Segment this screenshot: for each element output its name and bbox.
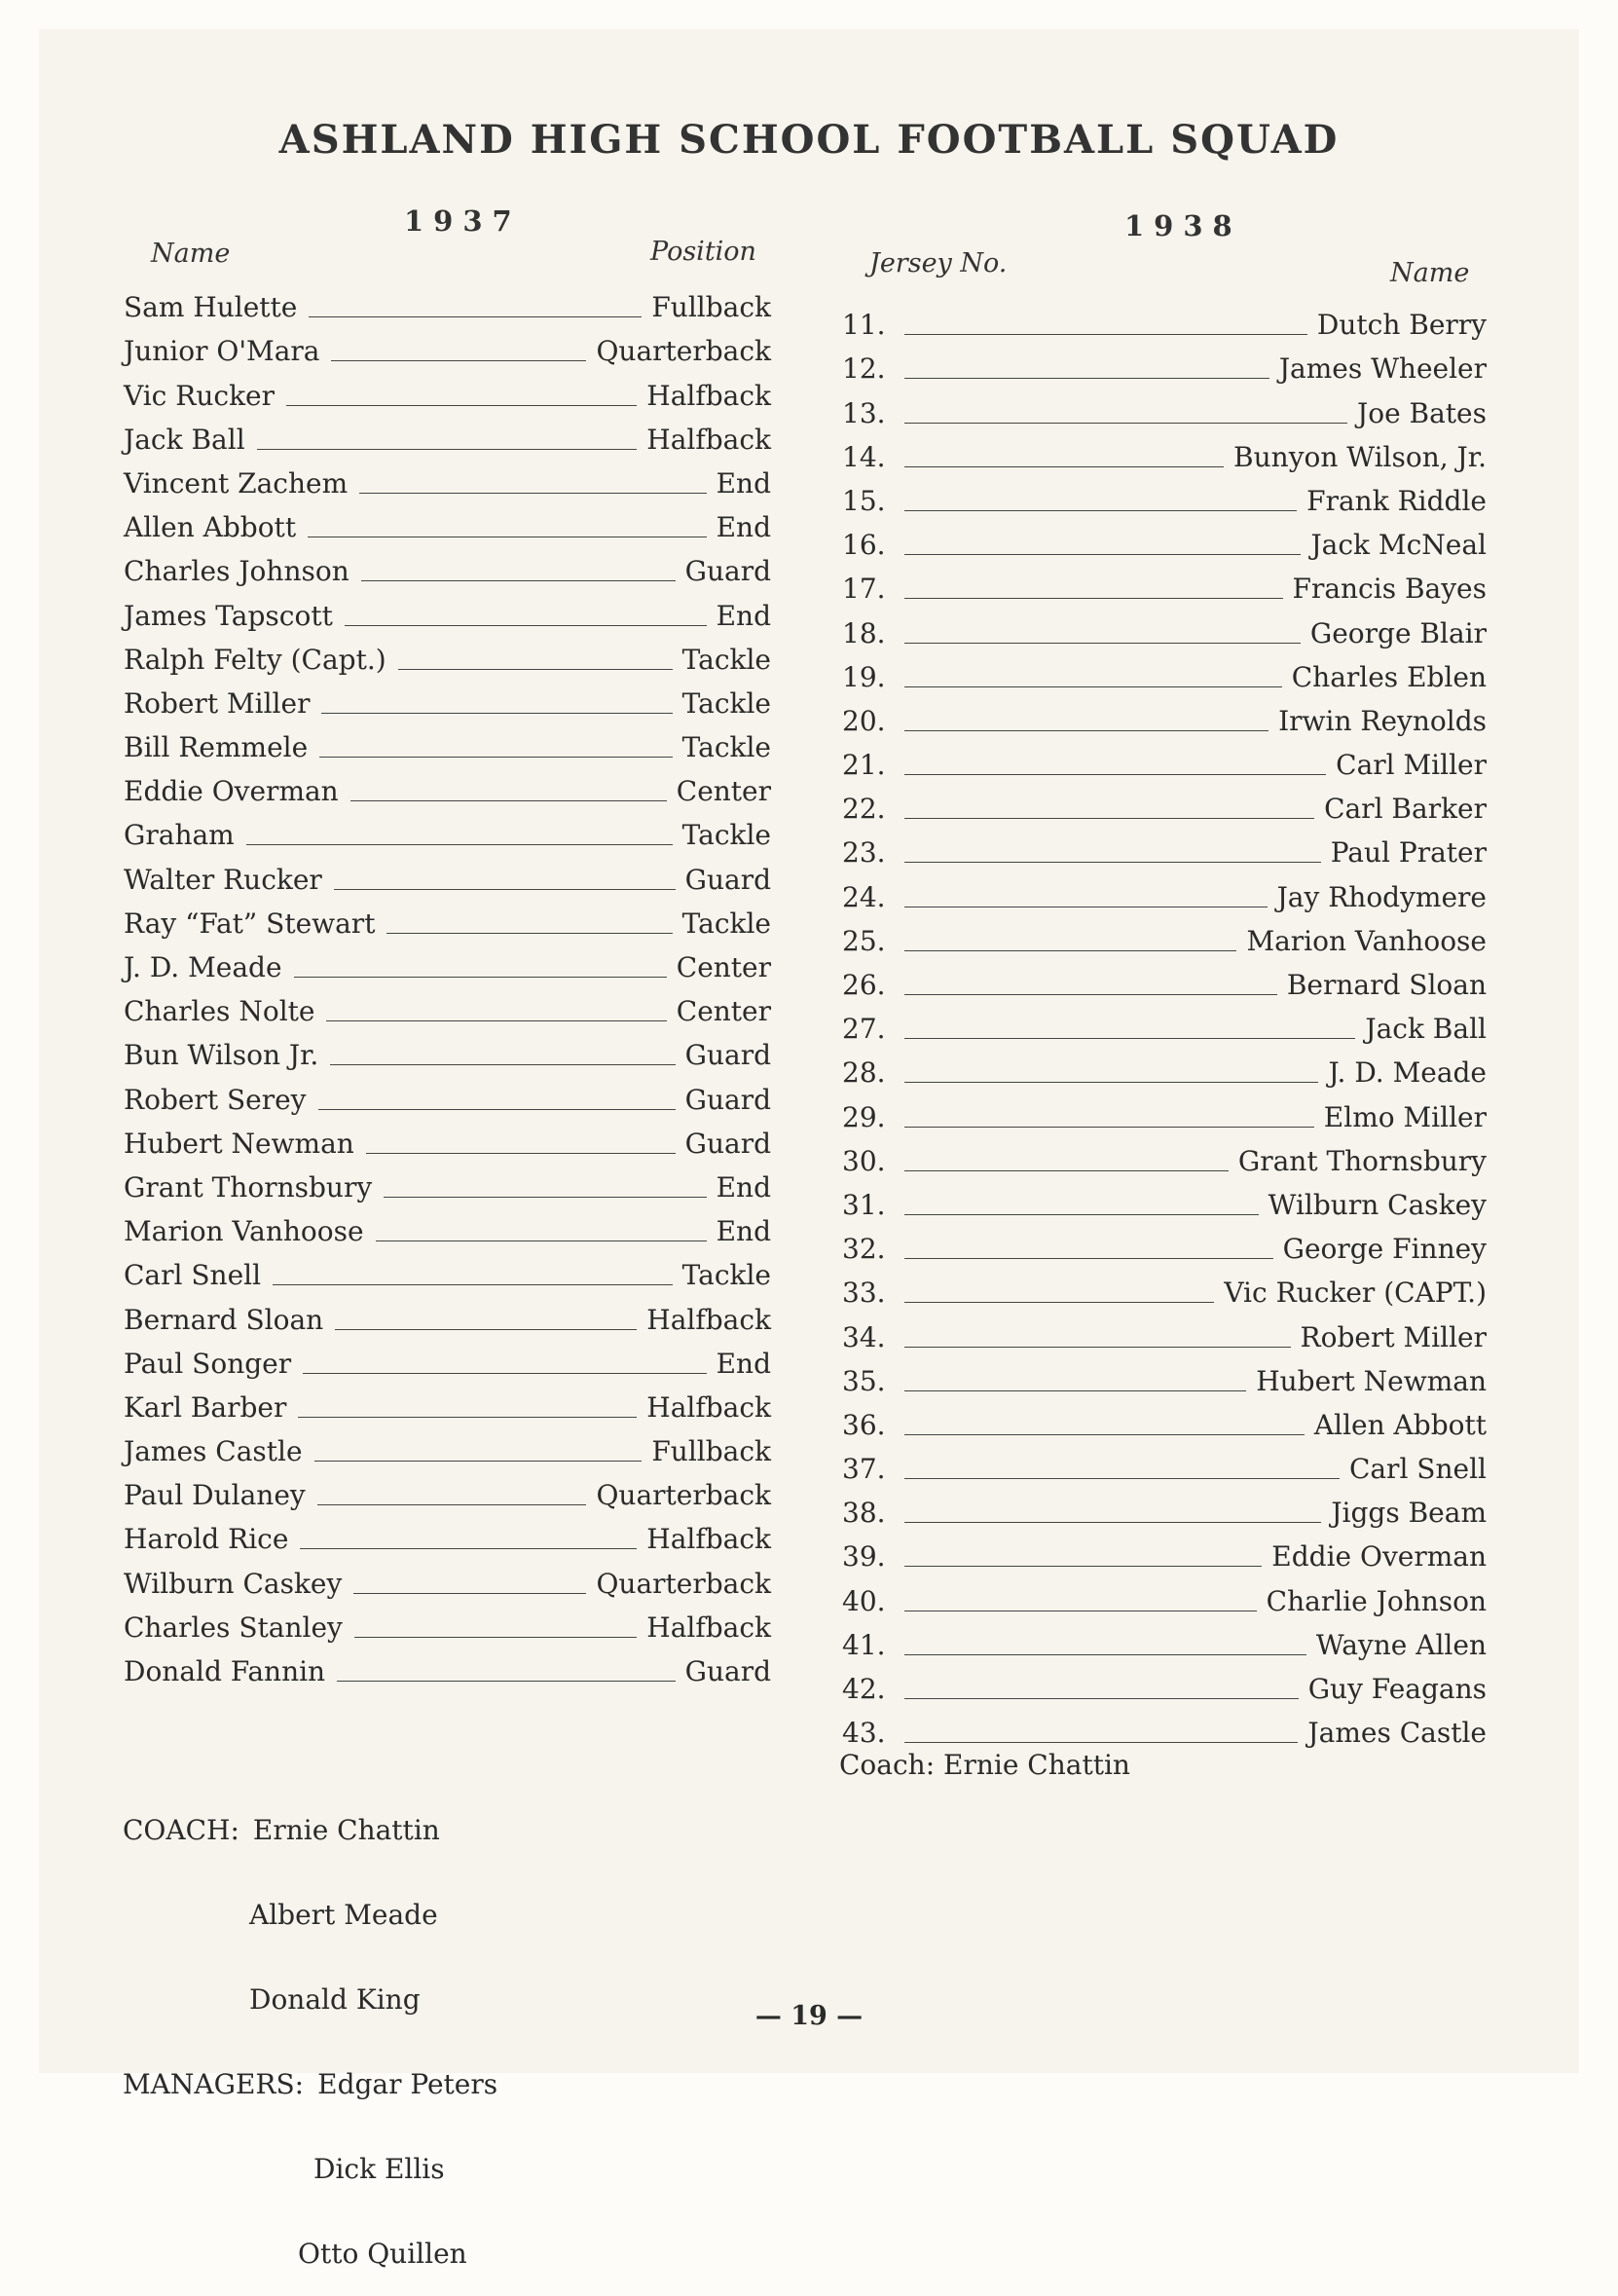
roster-row-1938 (842, 737, 1487, 781)
leader-line (904, 950, 1236, 951)
leader-line (904, 818, 1314, 819)
leader-line (904, 1478, 1340, 1479)
jersey-number: 19. (842, 660, 886, 693)
leader-line (904, 994, 1277, 995)
roster-row-1937 (124, 1204, 771, 1247)
player-position: Guard (684, 1127, 771, 1160)
player-name: Carl Barker (1324, 793, 1487, 826)
leader-line (366, 1153, 676, 1154)
leader-line (354, 1637, 637, 1638)
jersey-number: 42. (842, 1673, 886, 1705)
player-name: Charles Nolte (124, 995, 315, 1028)
coach-label: COACH: (123, 1814, 239, 1846)
roster-row-1938 (842, 869, 1487, 912)
roster-row-1938 (842, 473, 1487, 517)
jersey-number: 26. (842, 969, 886, 1001)
roster-row-1938 (842, 341, 1487, 385)
page-number: — 19 — (754, 2001, 864, 2031)
player-position: Halfback (646, 379, 771, 412)
leader-line (904, 1082, 1318, 1083)
leader-line (350, 800, 667, 801)
roster-row-1937 (124, 1071, 771, 1115)
player-position: Quarterback (596, 1479, 771, 1512)
jersey-number: 40. (842, 1584, 886, 1617)
player-name: James Castle (1307, 1717, 1487, 1750)
leader-line (331, 360, 586, 361)
leader-line (904, 1566, 1262, 1567)
jersey-number: 13. (842, 396, 886, 429)
coach-name: Donald King (249, 1983, 421, 2016)
player-position: Quarterback (596, 335, 771, 368)
player-position: Halfback (646, 423, 771, 456)
player-position: Guard (684, 863, 771, 896)
roster-row-1937 (124, 1467, 771, 1511)
leader-line (345, 625, 707, 626)
leader-line (257, 449, 638, 450)
leader-line (321, 713, 672, 714)
roster-row-1938 (842, 385, 1487, 428)
leader-line (298, 1417, 637, 1418)
player-name: Charlie Johnson (1266, 1584, 1487, 1617)
leader-line (335, 1329, 637, 1330)
leader-line (398, 669, 673, 670)
player-name: Vic Rucker (CAPT.) (1224, 1277, 1487, 1310)
player-position: Center (676, 995, 771, 1028)
roster-row-1938 (842, 781, 1487, 825)
player-name: Paul Dulaney (124, 1479, 306, 1512)
leader-line (904, 686, 1282, 687)
player-position: End (716, 1170, 771, 1204)
jersey-number: 31. (842, 1188, 886, 1221)
leader-line (904, 1127, 1314, 1128)
manager-name: Dick Ellis (313, 2153, 445, 2185)
jersey-number: 43. (842, 1717, 886, 1750)
player-name: Vincent Zachem (124, 466, 349, 500)
roster-row-1938 (842, 297, 1487, 341)
player-name: George Finney (1282, 1233, 1487, 1266)
player-name: Frank Riddle (1306, 484, 1487, 517)
year-1938-heading: 1938 (1124, 209, 1242, 242)
jersey-number: 39. (842, 1540, 886, 1574)
player-name: Joe Bates (1356, 396, 1487, 429)
roster-row-1937 (124, 367, 771, 411)
leader-line (330, 1064, 675, 1065)
player-name: Wilburn Caskey (1268, 1188, 1487, 1221)
player-position: End (716, 466, 771, 500)
player-name: Vic Rucker (124, 379, 275, 412)
leader-line (904, 1654, 1306, 1655)
roster-row-1938 (842, 1177, 1487, 1221)
jersey-number: 34. (842, 1320, 886, 1353)
roster-row-1938 (842, 1529, 1487, 1573)
leader-line (334, 889, 676, 890)
player-position: Guard (684, 555, 771, 588)
leader-line (904, 598, 1283, 599)
roster-row-1937 (124, 1424, 771, 1467)
roster-row-1938 (842, 913, 1487, 957)
player-name: Charles Eblen (1291, 660, 1487, 693)
player-name: Eddie Overman (124, 775, 339, 808)
leader-line (246, 844, 673, 845)
roster-row-1937 (124, 1291, 771, 1335)
leader-line (904, 423, 1347, 424)
player-position: End (716, 1347, 771, 1380)
player-name: Jiggs Beam (1331, 1497, 1487, 1530)
roster-row-1937 (124, 412, 771, 456)
player-name: Paul Songer (124, 1347, 292, 1380)
leader-line (904, 730, 1269, 731)
player-name: Karl Barber (124, 1390, 287, 1424)
leader-line (317, 1504, 587, 1505)
manager-name: Edgar Peters (317, 2068, 498, 2100)
roster-row-1937 (124, 1600, 771, 1644)
player-name: Charles Stanley (124, 1611, 343, 1644)
player-position: Tackle (681, 907, 771, 940)
player-name: Robert Miller (1300, 1320, 1487, 1353)
roster-row-1938 (842, 1485, 1487, 1529)
leader-line (359, 493, 706, 494)
roster-row-1938 (842, 429, 1487, 473)
player-position: Fullback (651, 291, 771, 324)
player-position: Halfback (646, 1303, 771, 1336)
leader-line (904, 554, 1301, 555)
leader-line (904, 1258, 1273, 1259)
roster-row-1938 (842, 1441, 1487, 1485)
player-position: Guard (684, 1655, 771, 1687)
player-name: Irwin Reynolds (1278, 704, 1487, 737)
roster-1938 (842, 297, 1487, 1749)
roster-row-1937 (124, 1380, 771, 1424)
roster-row-1938 (842, 693, 1487, 737)
leader-line (319, 757, 672, 758)
leader-line (904, 862, 1321, 863)
player-name: George Blair (1309, 616, 1487, 649)
leader-line (904, 334, 1307, 335)
coach-line-1938: Coach: Ernie Chattin (839, 1749, 1130, 1781)
roster-row-1937 (124, 1644, 771, 1687)
player-position: Tackle (681, 1259, 771, 1292)
roster-row-1937 (124, 676, 771, 720)
jersey-number: 35. (842, 1364, 886, 1397)
player-name: Carl Snell (124, 1259, 262, 1292)
player-position: Halfback (646, 1611, 771, 1644)
player-name: Wayne Allen (1315, 1628, 1487, 1661)
player-position: Guard (684, 1083, 771, 1116)
player-name: Wilburn Caskey (124, 1567, 343, 1600)
roster-row-1937 (124, 456, 771, 500)
leader-line (303, 1373, 706, 1374)
player-name: Hubert Newman (1256, 1364, 1487, 1397)
player-name: Allen Abbott (1313, 1408, 1487, 1441)
roster-row-1938 (842, 605, 1487, 648)
roster-row-1938 (842, 1353, 1487, 1397)
player-position: End (716, 511, 771, 544)
jersey-number: 32. (842, 1233, 886, 1266)
player-name: J. D. Meade (1328, 1056, 1487, 1090)
leader-line (904, 1742, 1298, 1743)
roster-row-1937 (124, 1160, 771, 1204)
roster-row-1938 (842, 825, 1487, 869)
leader-line (904, 1214, 1259, 1215)
roster-row-1937 (124, 323, 771, 367)
player-name: Hubert Newman (124, 1127, 354, 1160)
coach-name: Ernie Chattin (252, 1814, 440, 1846)
player-name: Bunyon Wilson, Jr. (1233, 440, 1487, 473)
player-name: Guy Feagans (1307, 1673, 1487, 1705)
leader-line (904, 1302, 1214, 1303)
jersey-number: 37. (842, 1453, 886, 1486)
roster-row-1937 (124, 587, 771, 631)
player-name: Francis Bayes (1292, 573, 1487, 606)
roster-row-1937 (124, 1511, 771, 1555)
leader-line (904, 1038, 1355, 1039)
roster-row-1938 (842, 1573, 1487, 1616)
roster-row-1937 (124, 632, 771, 676)
jersey-number: 33. (842, 1277, 886, 1310)
player-name: Marion Vanhoose (124, 1215, 364, 1248)
jersey-number: 11. (842, 309, 886, 342)
name-column-header-1938: Name (1390, 258, 1470, 288)
roster-row-1937 (124, 500, 771, 543)
jersey-number: 22. (842, 793, 886, 826)
roster-1937 (124, 279, 771, 1687)
player-name: Donald Fannin (124, 1655, 326, 1687)
leader-line (904, 378, 1269, 379)
roster-row-1937 (124, 543, 771, 587)
leader-line (904, 1390, 1246, 1391)
player-name: Robert Miller (124, 686, 311, 720)
roster-row-1937 (124, 1027, 771, 1071)
jersey-number: 16. (842, 529, 886, 562)
page-title: ASHLAND HIGH SCHOOL FOOTBALL SQUAD (278, 117, 1340, 163)
player-position: Guard (684, 1039, 771, 1072)
leader-line (326, 1020, 666, 1021)
player-name: J. D. Meade (124, 951, 282, 983)
leader-line (904, 1522, 1321, 1523)
player-position: Center (676, 775, 771, 808)
managers-label: MANAGERS: (123, 2068, 305, 2100)
jersey-number: 29. (842, 1100, 886, 1133)
player-position: End (716, 1215, 771, 1248)
player-name: Bernard Sloan (1286, 969, 1487, 1001)
roster-row-1937 (124, 279, 771, 323)
roster-row-1938 (842, 517, 1487, 561)
jersey-number: 38. (842, 1497, 886, 1530)
player-name: James Castle (124, 1435, 303, 1468)
player-name: Bernard Sloan (124, 1303, 324, 1336)
jersey-column-header-1938: Jersey No. (869, 248, 1008, 278)
roster-row-1937 (124, 851, 771, 895)
player-name: Carl Snell (1348, 1453, 1487, 1486)
jersey-number: 21. (842, 749, 886, 782)
player-name: James Tapscott (124, 599, 333, 632)
player-name: Grant Thornsbury (124, 1170, 373, 1204)
jersey-number: 18. (842, 616, 886, 649)
player-name: Walter Rucker (124, 863, 322, 896)
player-name: Marion Vanhoose (1246, 924, 1487, 957)
player-name: Dutch Berry (1316, 309, 1487, 342)
roster-row-1937 (124, 1116, 771, 1160)
player-name: Paul Prater (1330, 836, 1487, 870)
year-1937-heading: 1937 (404, 204, 522, 238)
player-position: Tackle (681, 819, 771, 852)
leader-line (314, 1461, 643, 1462)
leader-line (904, 774, 1326, 775)
roster-row-1937 (124, 983, 771, 1027)
roster-row-1938 (842, 1045, 1487, 1089)
jersey-number: 12. (842, 352, 886, 386)
player-position: Quarterback (596, 1567, 771, 1600)
player-name: Jack Ball (1365, 1013, 1487, 1046)
leader-line (286, 405, 637, 406)
roster-row-1938 (842, 1397, 1487, 1441)
leader-line (904, 466, 1224, 467)
roster-row-1938 (842, 1221, 1487, 1265)
player-name: Carl Miller (1336, 749, 1487, 782)
roster-row-1938 (842, 1265, 1487, 1309)
roster-row-1937 (124, 1247, 771, 1291)
roster-row-1938 (842, 561, 1487, 605)
roster-row-1937 (124, 896, 771, 940)
player-position: Halfback (646, 1523, 771, 1556)
player-name: Junior O'Mara (124, 335, 320, 368)
roster-row-1937 (124, 720, 771, 763)
coach-name: Albert Meade (249, 1899, 438, 1931)
roster-row-1937 (124, 763, 771, 807)
leader-line (904, 1698, 1299, 1699)
roster-row-1938 (842, 1089, 1487, 1132)
roster-row-1938 (842, 649, 1487, 693)
player-name: Allen Abbott (124, 511, 297, 544)
leader-line (904, 510, 1297, 511)
player-position: Tackle (681, 731, 771, 764)
player-name: Jack McNeal (1310, 529, 1487, 562)
jersey-number: 41. (842, 1628, 886, 1661)
manager-name: Otto Quillen (298, 2238, 467, 2270)
jersey-number: 28. (842, 1056, 886, 1090)
jersey-number: 36. (842, 1408, 886, 1441)
player-name: Ray “Fat” Stewart (124, 907, 376, 940)
jersey-number: 24. (842, 880, 886, 913)
player-name: Sam Hulette (124, 291, 298, 324)
roster-row-1938 (842, 1661, 1487, 1705)
player-name: Charles Johnson (124, 555, 349, 588)
position-column-header-1937: Position (650, 237, 756, 267)
player-name: Graham (124, 819, 235, 852)
roster-row-1938 (842, 1133, 1487, 1177)
player-position: Tackle (681, 643, 771, 676)
leader-line (309, 316, 642, 317)
player-name: James Wheeler (1278, 352, 1487, 386)
leader-line (386, 933, 672, 934)
leader-line (384, 1197, 706, 1198)
leader-line (300, 1548, 637, 1549)
leader-line (318, 1109, 676, 1110)
roster-row-1938 (842, 1617, 1487, 1661)
player-position: Center (676, 951, 771, 983)
jersey-number: 25. (842, 924, 886, 957)
leader-line (294, 977, 667, 978)
jersey-number: 30. (842, 1144, 886, 1177)
roster-row-1938 (842, 1309, 1487, 1352)
jersey-number: 27. (842, 1013, 886, 1046)
player-name: Elmo Miller (1323, 1100, 1487, 1133)
jersey-number: 23. (842, 836, 886, 870)
roster-row-1937 (124, 1555, 771, 1599)
player-name: Eddie Overman (1271, 1540, 1487, 1574)
player-name: Grant Thornsbury (1237, 1144, 1487, 1177)
jersey-number: 20. (842, 704, 886, 737)
leader-line (904, 643, 1301, 644)
player-position: End (716, 599, 771, 632)
player-name: Robert Serey (124, 1083, 307, 1116)
player-position: Tackle (681, 686, 771, 720)
player-name: Harold Rice (124, 1523, 289, 1556)
leader-line (361, 580, 676, 581)
leader-line (273, 1284, 673, 1285)
player-name: Bun Wilson Jr. (124, 1039, 319, 1072)
roster-row-1938 (842, 957, 1487, 1001)
leader-line (904, 1170, 1229, 1171)
roster-row-1938 (842, 1705, 1487, 1749)
player-name: Ralph Felty (Capt.) (124, 643, 386, 676)
roster-row-1938 (842, 1001, 1487, 1045)
player-position: Halfback (646, 1390, 771, 1424)
leader-line (904, 1347, 1291, 1348)
jersey-number: 14. (842, 440, 886, 473)
player-name: Bill Remmele (124, 731, 309, 764)
roster-row-1937 (124, 1336, 771, 1380)
player-name: Jack Ball (124, 423, 245, 456)
name-column-header-1937: Name (151, 239, 231, 269)
player-position: Fullback (651, 1435, 771, 1468)
roster-row-1937 (124, 940, 771, 983)
jersey-number: 15. (842, 484, 886, 517)
leader-line (904, 1434, 1305, 1435)
roster-row-1937 (124, 807, 771, 851)
leader-line (353, 1593, 586, 1594)
leader-line (337, 1681, 676, 1682)
player-name: Jay Rhodymere (1276, 880, 1487, 913)
jersey-number: 17. (842, 573, 886, 606)
